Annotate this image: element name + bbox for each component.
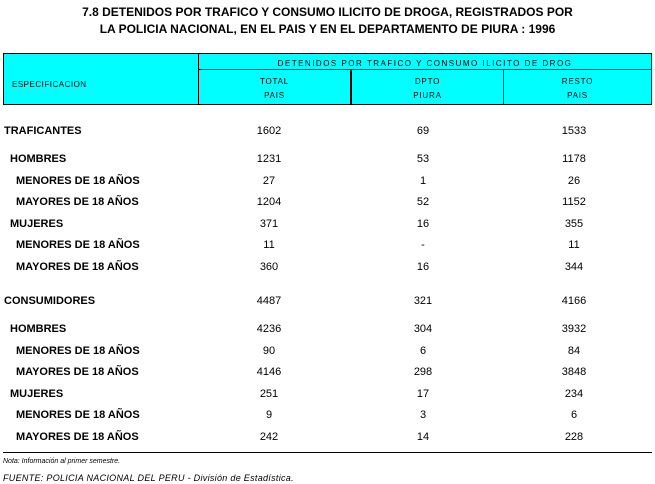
cell-total: 27 (262, 175, 276, 187)
cell-resto: 84 (567, 345, 581, 357)
cell-total: 4487 (256, 295, 282, 307)
header-col-resto-line1: RESTO (561, 77, 594, 86)
source-note: FUENTE: POLICIA NACIONAL DEL PERU - División de Estadística. (3, 473, 294, 483)
table-row (0, 408, 655, 422)
cell-resto: 1152 (562, 196, 586, 208)
cell-piura: 298 (413, 366, 433, 378)
cell-resto: 4166 (561, 295, 587, 307)
cell-total: 9 (265, 409, 273, 421)
cell-total: 11 (263, 239, 275, 251)
cell-piura: 1 (419, 175, 427, 187)
table-bottom-rule (3, 452, 652, 453)
header-col-dpto-line2: PIURA (413, 91, 442, 100)
cell-total: 4236 (256, 323, 282, 335)
header-col-total-line1: TOTAL (259, 77, 290, 86)
cell-piura: 52 (416, 196, 430, 208)
cell-piura: 16 (416, 218, 430, 230)
table-header (3, 53, 652, 105)
table-row (0, 217, 655, 231)
cell-piura: 304 (413, 323, 433, 335)
cell-total: 242 (259, 431, 279, 443)
row-label: CONSUMIDORES (4, 295, 96, 307)
cell-total: 4146 (256, 366, 282, 378)
cell-resto: 234 (564, 388, 584, 400)
cell-piura: 3 (419, 409, 427, 421)
cell-total: 1602 (256, 125, 282, 137)
cell-total: 90 (262, 345, 276, 357)
cell-piura: 17 (416, 388, 430, 400)
cell-piura: - (421, 239, 425, 251)
row-label: MAYORES DE 18 AÑOS (16, 196, 139, 208)
row-label: MAYORES DE 18 AÑOS (16, 261, 139, 273)
cell-resto: 228 (564, 431, 584, 443)
cell-piura: 53 (416, 153, 430, 165)
cell-resto: 1533 (561, 125, 587, 137)
header-col-total-line2: PAIS (264, 91, 285, 100)
table-row (0, 294, 655, 308)
cell-piura: 14 (416, 431, 430, 443)
header-col-dpto-piura (352, 70, 504, 104)
table-row (0, 344, 655, 358)
cell-total: 360 (259, 261, 279, 273)
row-label: MAYORES DE 18 AÑOS (16, 431, 139, 443)
header-col-resto-line2: PAIS (567, 91, 588, 100)
row-label: HOMBRES (10, 153, 67, 165)
table-row (0, 152, 655, 166)
header-col-dpto-line1: DPTO (414, 77, 441, 86)
cell-resto: 26 (567, 175, 581, 187)
cell-piura: 321 (413, 295, 433, 307)
table-title-line1: 7.8 DETENIDOS POR TRAFICO Y CONSUMO ILICITO DE DROGA, REGISTRADOS POR (82, 5, 573, 19)
table-row (0, 430, 655, 444)
cell-resto: 355 (564, 218, 584, 230)
row-label: MENORES DE 18 AÑOS (16, 175, 140, 187)
table-row (0, 322, 655, 336)
footnote: Nota: Información al primer semestre. (3, 458, 121, 465)
cell-total: 371 (259, 218, 279, 230)
header-col-resto-pais (504, 70, 651, 104)
cell-resto: 3932 (561, 323, 587, 335)
table-row (0, 365, 655, 379)
header-especificacion: ESPECIFICACION (4, 54, 199, 104)
row-label: MENORES DE 18 AÑOS (16, 239, 140, 251)
cell-resto: 344 (564, 261, 584, 273)
table-row (0, 174, 655, 188)
cell-resto: 6 (570, 409, 578, 421)
cell-total: 1231 (256, 153, 282, 165)
row-label: HOMBRES (10, 323, 67, 335)
header-group-label: DETENIDOS POR TRAFICO Y CONSUMO ILICITO DE DROG (199, 54, 651, 70)
row-label: MENORES DE 18 AÑOS (16, 409, 140, 421)
cell-total: 1204 (256, 196, 282, 208)
header-col-total-pais (199, 70, 352, 104)
cell-piura: 69 (416, 125, 430, 137)
table-row (0, 260, 655, 274)
table-row (0, 195, 655, 209)
table-row (0, 238, 655, 252)
cell-piura: 16 (416, 261, 430, 273)
cell-resto: 11 (568, 239, 580, 251)
row-label: MENORES DE 18 AÑOS (16, 345, 140, 357)
row-label: TRAFICANTES (4, 125, 82, 137)
table-row (0, 387, 655, 401)
cell-piura: 6 (419, 345, 427, 357)
table-title-line2: LA POLICIA NACIONAL, EN EL PAIS Y EN EL DEPARTAMENTO DE PIURA : 1996 (99, 22, 556, 36)
row-label: MAYORES DE 18 AÑOS (16, 366, 139, 378)
row-label: MUJERES (10, 388, 64, 400)
row-label: MUJERES (10, 218, 64, 230)
cell-resto: 1178 (562, 153, 586, 165)
cell-total: 251 (259, 388, 279, 400)
cell-resto: 3848 (561, 366, 587, 378)
table-row (0, 124, 655, 138)
